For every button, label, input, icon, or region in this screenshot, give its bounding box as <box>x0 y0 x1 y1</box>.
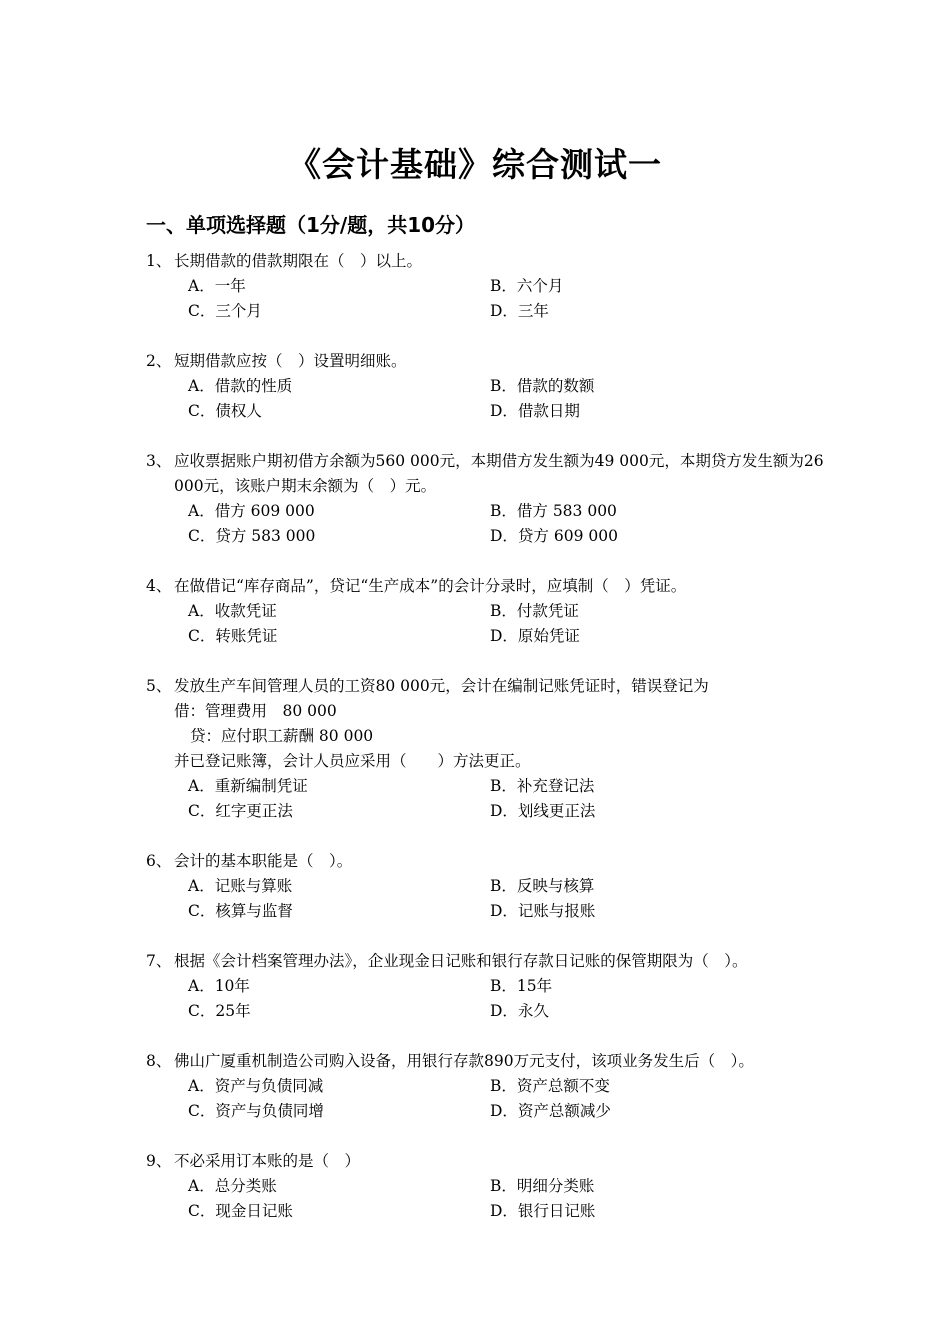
question-number: 8、 <box>146 1052 172 1070</box>
section-heading: 一、单项选择题（1分/题，共10分） <box>146 213 476 237</box>
option-grid <box>146 374 826 424</box>
option-d: D．永久 <box>490 1002 549 1020</box>
option-b: B．借款的数额 <box>490 377 595 395</box>
option-d: D．贷方 609 000 <box>490 527 618 545</box>
option-a: A．10年 <box>188 977 250 995</box>
question-3 <box>146 449 826 549</box>
option-b: B．付款凭证 <box>490 602 579 620</box>
question-number: 3、 <box>146 452 172 470</box>
option-a: A．重新编制凭证 <box>188 777 308 795</box>
option-a: A．借款的性质 <box>188 377 293 395</box>
option-a: A．记账与算账 <box>188 877 293 895</box>
option-grid <box>146 1174 826 1224</box>
question-number: 7、 <box>146 952 172 970</box>
question-4 <box>146 574 826 649</box>
question-text: 在做借记“库存商品”，贷记“生产成本”的会计分录时，应填制（ ）凭证。 <box>174 577 687 595</box>
option-d: D．银行日记账 <box>490 1202 596 1220</box>
question-2 <box>146 349 826 424</box>
question-text: 发放生产车间管理人员的工资80 000元，会计在编制记账凭证时，错误登记为 <box>174 677 709 695</box>
question-text-continued: 并已登记账簿，会计人员应采用（ ）方法更正。 <box>174 752 531 770</box>
question-8 <box>146 1049 826 1124</box>
question-text: 长期借款的借款期限在（ ）以上。 <box>174 252 423 270</box>
option-grid <box>146 974 826 1024</box>
question-9 <box>146 1149 826 1224</box>
option-a: A．总分类账 <box>188 1177 277 1195</box>
question-number: 6、 <box>146 852 172 870</box>
option-b: B．资产总额不变 <box>490 1077 610 1095</box>
option-a: A．一年 <box>188 277 246 295</box>
question-text: 短期借款应按（ ）设置明细账。 <box>174 352 407 370</box>
option-b: B．15年 <box>490 977 553 995</box>
option-grid <box>146 274 826 324</box>
option-b: B．六个月 <box>490 277 564 295</box>
question-7 <box>146 949 826 1024</box>
option-c: C．债权人 <box>188 402 262 420</box>
option-c: C．25年 <box>188 1002 251 1020</box>
option-c: C．三个月 <box>188 302 262 320</box>
option-b: B．明细分类账 <box>490 1177 595 1195</box>
question-5 <box>146 674 826 824</box>
question-text: 佛山广厦重机制造公司购入设备，用银行存款890万元支付，该项业务发生后（ ）。 <box>174 1052 754 1070</box>
question-number: 5、 <box>146 677 172 695</box>
option-a: A．借方 609 000 <box>188 502 315 520</box>
journal-entry-debit: 借：管理费用 80 000 <box>174 702 337 720</box>
option-d: D．资产总额减少 <box>490 1102 611 1120</box>
journal-entry-credit: 贷：应付职工薪酬 80 000 <box>190 727 374 745</box>
option-a: A．收款凭证 <box>188 602 277 620</box>
option-b: B．补充登记法 <box>490 777 595 795</box>
option-c: C．资产与负债同增 <box>188 1102 324 1120</box>
question-number: 9、 <box>146 1152 172 1170</box>
question-number: 1、 <box>146 252 172 270</box>
option-d: D．借款日期 <box>490 402 580 420</box>
page-title: 《会计基础》综合测试一 <box>288 145 662 184</box>
option-a: A．资产与负债同减 <box>188 1077 324 1095</box>
option-d: D．划线更正法 <box>490 802 596 820</box>
option-c: C．红字更正法 <box>188 802 293 820</box>
question-1 <box>146 249 826 324</box>
option-b: B．反映与核算 <box>490 877 595 895</box>
question-text: 根据《会计档案管理办法》，企业现金日记账和银行存款日记账的保管期限为（ ）。 <box>174 952 748 970</box>
option-c: C．核算与监督 <box>188 902 293 920</box>
question-text: 不必采用订本账的是（ ） <box>174 1152 361 1170</box>
option-d: D．三年 <box>490 302 549 320</box>
option-b: B．借方 583 000 <box>490 502 617 520</box>
question-list <box>146 249 826 1249</box>
option-grid <box>146 874 826 924</box>
question-text: 会计的基本职能是（ ）。 <box>174 852 353 870</box>
option-d: D．原始凭证 <box>490 627 580 645</box>
option-d: D．记账与报账 <box>490 902 596 920</box>
question-number: 4、 <box>146 577 172 595</box>
option-grid <box>146 599 826 649</box>
option-grid <box>146 1074 826 1124</box>
option-c: C．转账凭证 <box>188 627 278 645</box>
option-c: C．贷方 583 000 <box>188 527 316 545</box>
option-grid <box>146 499 826 549</box>
question-6 <box>146 849 826 924</box>
question-text: 应收票据账户期初借方余额为560 000元，本期借方发生额为49 000元，本期贷方发生额为26 000元，该账户期末余额为（ ）元。 <box>174 452 824 495</box>
option-grid <box>146 774 826 824</box>
option-c: C．现金日记账 <box>188 1202 293 1220</box>
question-number: 2、 <box>146 352 172 370</box>
